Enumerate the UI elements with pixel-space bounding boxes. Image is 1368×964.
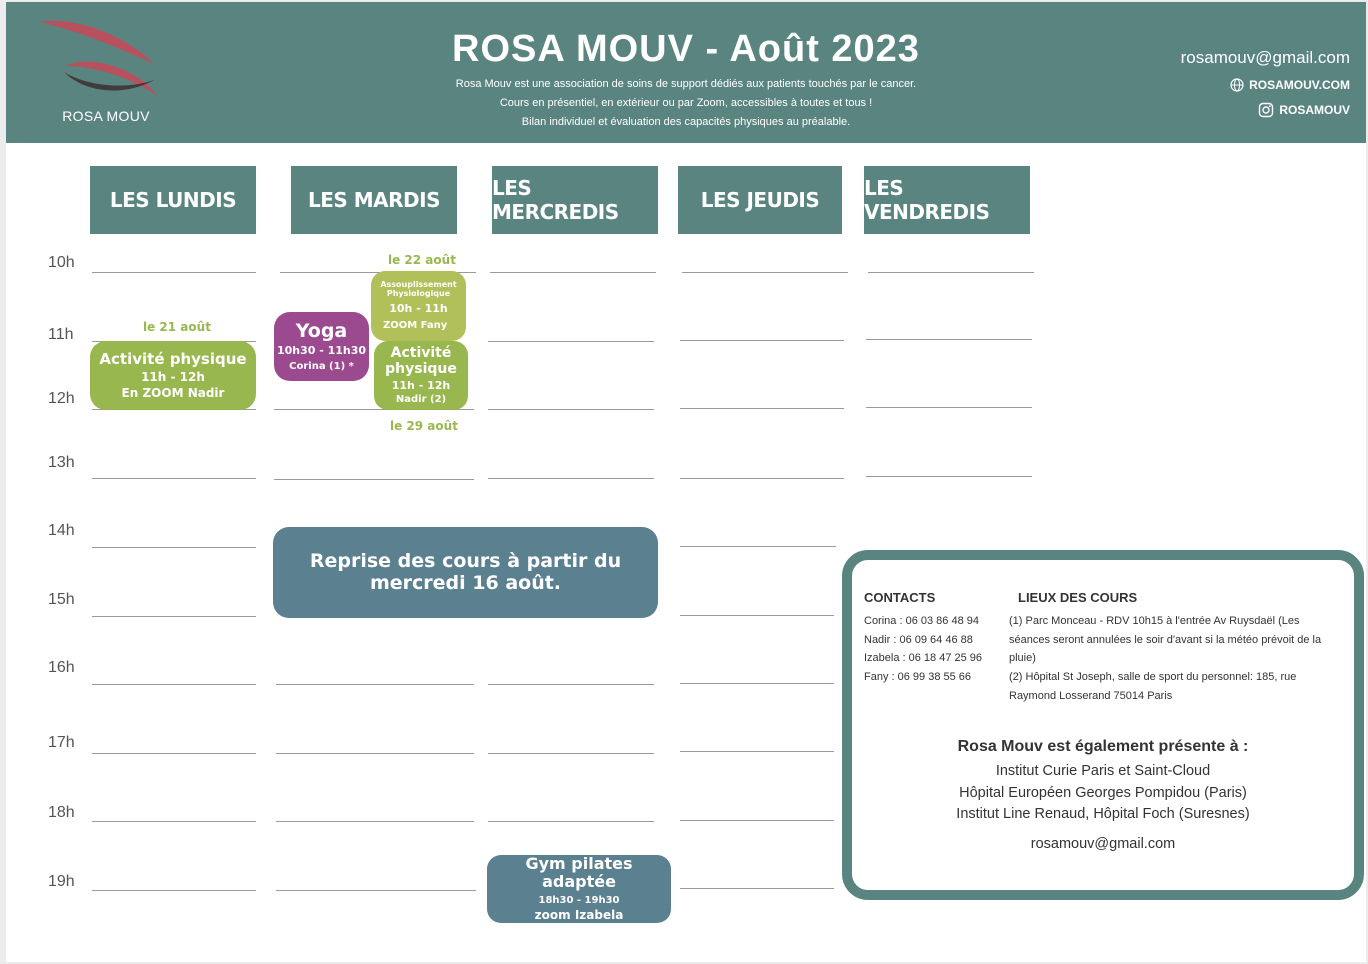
schedule-page xyxy=(6,2,1366,962)
header-banner xyxy=(6,2,1366,143)
event-detail: Nadir (2) xyxy=(395,394,447,406)
hour-label: 12h xyxy=(48,390,75,407)
event-time: 11h - 12h xyxy=(391,378,451,392)
announcement-line-2: mercredi 16 août. xyxy=(369,571,562,594)
mardi-date-note-bottom: le 29 août xyxy=(390,419,458,433)
event-title-line-1: Activité xyxy=(390,345,452,362)
event-time: 11h - 12h xyxy=(141,369,205,384)
subtitle-line-3: Bilan individuel et évaluation des capacités physiques au préalable. xyxy=(521,116,851,128)
event-assouplissement[interactable] xyxy=(371,271,466,341)
event-detail: zoom Izabela xyxy=(534,908,624,923)
info-email-link[interactable]: rosamouv@gmail.com xyxy=(1030,836,1176,852)
hour-label: 13h xyxy=(48,454,75,471)
hour-label: 14h xyxy=(48,522,75,539)
presence-item: Institut Curie Paris et Saint-Cloud xyxy=(995,763,1211,779)
event-gym-pilates[interactable] xyxy=(487,855,671,923)
presence-item: Institut Line Renaud, Hôpital Foch (Suresnes) xyxy=(956,806,1250,822)
event-title: Activité physique xyxy=(99,349,247,368)
page-title: ROSA MOUV - Août 2023 xyxy=(452,28,920,70)
contacts-title: CONTACTS xyxy=(864,590,936,605)
info-box xyxy=(842,550,1364,900)
hour-label: 18h xyxy=(48,804,75,821)
contact-fany: Fany : 06 99 38 55 66 xyxy=(864,671,972,683)
lieu-line: Raymond Losserand 75014 Paris xyxy=(1009,690,1173,702)
contact-nadir: Nadir : 06 09 64 46 88 xyxy=(864,634,973,646)
lieu-line: (1) Parc Monceau - RDV 10h15 à l'entrée Av Ruysdaël (Les xyxy=(1009,615,1300,627)
event-detail: En ZOOM Nadir xyxy=(121,385,225,400)
event-title-line-1: Assouplissement xyxy=(380,280,457,290)
day-header-mardi: LES MARDIS xyxy=(291,166,457,234)
lundi-date-note: le 21 août xyxy=(143,320,211,334)
day-header-jeudi: LES JEUDIS xyxy=(678,166,842,234)
day-header-vendredi: LES VENDREDIS xyxy=(864,166,1030,234)
subtitle-line-2: Cours en présentiel, en extérieur ou par Zoom, accessibles à toutes et tous ! xyxy=(499,97,873,109)
event-activite-physique-lundi[interactable] xyxy=(90,341,256,410)
day-header-mercredi: LES MERCREDIS xyxy=(492,166,658,234)
day-header-lundi: LES LUNDIS xyxy=(90,166,256,234)
website-label: ROSAMOUV.COM xyxy=(1249,78,1350,92)
event-time: 18h30 - 19h30 xyxy=(538,894,620,906)
hour-label: 15h xyxy=(48,591,75,608)
logo-text: ROSA MOUV xyxy=(62,108,150,124)
event-time: 10h30 - 11h30 xyxy=(276,344,367,358)
contact-izabela: Izabela : 06 18 47 25 96 xyxy=(864,652,983,664)
event-detail: ZOOM Fany xyxy=(383,320,448,332)
hour-label: 10h xyxy=(48,254,75,271)
hour-label: 19h xyxy=(48,873,75,890)
hour-label: 11h xyxy=(48,326,74,343)
announcement-line-1: Reprise des cours à partir du xyxy=(309,549,622,572)
event-title: Gym pilates adaptée xyxy=(525,853,633,892)
mardi-date-note-top: le 22 août xyxy=(388,253,456,267)
header-email-link[interactable]: rosamouv@gmail.com xyxy=(1180,48,1350,67)
globe-icon xyxy=(1230,78,1244,92)
lieu-line: séances seront annulées le soir d'avant si la météo prévoit de la xyxy=(1009,634,1322,646)
presence-item: Hôpital Européen Georges Pompidou (Paris) xyxy=(959,785,1247,801)
event-detail: Corina (1) * xyxy=(289,360,354,372)
lieu-line: (2) Hôpital St Joseph, salle de sport du personnel: 185, rue xyxy=(1009,671,1297,683)
rosa-mouv-logo xyxy=(36,16,166,106)
event-yoga[interactable] xyxy=(274,312,369,381)
lieux-title: LIEUX DES COURS xyxy=(1018,590,1138,605)
hour-label: 16h xyxy=(48,659,75,676)
event-title-line-2: Physiologique xyxy=(386,289,451,299)
hour-label: 17h xyxy=(48,734,75,751)
event-title-line-2: physique xyxy=(385,361,457,378)
website-link[interactable] xyxy=(1230,78,1350,92)
event-activite-physique-mardi[interactable] xyxy=(374,341,468,410)
subtitle-line-1: Rosa Mouv est une association de soins de support dédiés aux patients touchés par le cancer. xyxy=(455,78,917,90)
announcement-reprise-des-cours xyxy=(273,527,658,618)
instagram-label: ROSAMOUV xyxy=(1279,103,1350,117)
event-time: 10h - 11h xyxy=(389,301,448,315)
presence-title: Rosa Mouv est également présente à : xyxy=(957,738,1249,755)
event-title: Yoga xyxy=(295,319,348,342)
instagram-link[interactable] xyxy=(1258,102,1350,118)
contact-corina: Corina : 06 03 86 48 94 xyxy=(864,615,979,627)
instagram-icon xyxy=(1258,102,1274,118)
lieu-line: pluie) xyxy=(1009,652,1036,664)
